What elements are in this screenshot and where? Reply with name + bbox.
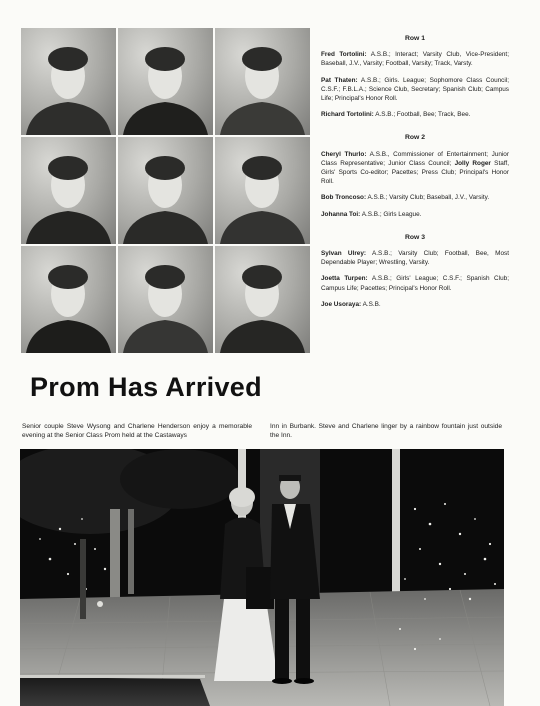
portrait-joe-usoraya bbox=[215, 246, 310, 353]
caption-entry bbox=[321, 50, 509, 68]
student-activities: A.S.B.; Interact; Varsity Club, Vice-President; Baseball, J.V., Varsity; Football, Varsity; Track, Varsty. bbox=[321, 51, 509, 68]
portrait-richard-tortolini bbox=[215, 28, 310, 135]
photo-caption-right: Inn in Burbank. Steve and Charlene linger by a rainbow fountain just outside the Inn. bbox=[270, 423, 502, 440]
portrait-silhouette bbox=[215, 137, 310, 244]
portrait-joetta-turpen bbox=[118, 246, 213, 353]
portrait-silhouette bbox=[215, 28, 310, 135]
row-1-captions bbox=[321, 34, 509, 119]
student-name: Pat Thaten: bbox=[321, 76, 358, 84]
student-name: Joetta Turpen: bbox=[321, 275, 368, 283]
caption-entry bbox=[321, 274, 509, 292]
portrait-silhouette bbox=[215, 246, 310, 353]
student-activities: A.S.B.; Girls' League; C.S.F.; Spanish Club; Campus Life; Pacettes; Principal's Honor Roll. bbox=[321, 275, 509, 292]
publication-name: Jolly Roger bbox=[454, 159, 491, 167]
student-activities: A.S.B.; Football, Bee; Track, Bee. bbox=[373, 111, 471, 119]
student-activities: A.S.B.; Girls League. bbox=[360, 210, 422, 218]
photo-caption-left: Senior couple Steve Wysong and Charlene Henderson enjoy a memorable evening at the Senior Class Prom held at the Castaways bbox=[22, 423, 252, 440]
caption-entry bbox=[321, 300, 509, 309]
student-activities: Staff, Girls' Sports Co-editor; Pacettes; Press Club; Principal's Honor Roll. bbox=[321, 159, 509, 186]
row-heading: Row 3 bbox=[404, 233, 426, 241]
prom-photo-illustration bbox=[20, 449, 504, 706]
student-name: Fred Tortolini: bbox=[321, 51, 367, 59]
portrait-fred-tortolini bbox=[21, 28, 116, 135]
portrait-pat-thaten bbox=[118, 28, 213, 135]
portrait-silhouette bbox=[21, 246, 116, 353]
student-name: Sylvan Ulrey: bbox=[321, 250, 367, 258]
student-activities: A.S.B. bbox=[361, 300, 381, 308]
student-name: Cheryl Thurlo: bbox=[321, 150, 367, 158]
student-name: Joe Usoraya: bbox=[321, 300, 362, 308]
student-name: Bob Troncoso: bbox=[321, 194, 367, 202]
portrait-silhouette bbox=[21, 137, 116, 244]
portrait-silhouette bbox=[118, 28, 213, 135]
portrait-silhouette bbox=[21, 28, 116, 135]
row-heading: Row 1 bbox=[404, 35, 426, 42]
student-name: Richard Tortolini: bbox=[321, 111, 374, 119]
caption-entry bbox=[321, 150, 509, 187]
student-activities: A.S.B.; Girls. League; Sophomore Class Council; C.S.F.; F.B.L.A.; Science Club, Secretary; Spanish Club; Campus Life; Principal's Honor Roll. bbox=[321, 76, 509, 103]
portrait-sylvan-ulrey bbox=[21, 246, 116, 353]
portrait-silhouette bbox=[118, 246, 213, 353]
portrait-bob-troncoso bbox=[118, 137, 213, 244]
student-activities: A.S.B., Commissioner of Entertainment; Junior Class Representative; Junior Class Council; bbox=[321, 150, 509, 167]
portrait-cheryl-thurlo bbox=[21, 137, 116, 244]
row-heading: Row 2 bbox=[404, 134, 426, 142]
caption-entry bbox=[321, 210, 509, 219]
row-2-captions bbox=[321, 133, 509, 218]
caption-entry bbox=[321, 76, 509, 104]
student-name: Johanna Toi: bbox=[321, 210, 361, 218]
portrait-johanna-toi bbox=[215, 137, 310, 244]
caption-entry bbox=[321, 249, 509, 267]
page-title: Prom Has Arrived bbox=[30, 372, 262, 402]
student-activities: A.S.B.; Varsity Club; Football, Bee, Most Dependable Player; Wrestling, Varsity. bbox=[321, 250, 509, 267]
row-3-captions bbox=[321, 233, 509, 309]
portrait-captions bbox=[321, 34, 509, 323]
caption-entry bbox=[321, 110, 509, 119]
prom-couple-photo bbox=[20, 449, 504, 706]
student-activities: A.S.B.; Varsity Club; Baseball, J.V., Varsity. bbox=[366, 194, 490, 202]
senior-portrait-grid bbox=[21, 28, 312, 354]
caption-entry bbox=[321, 193, 509, 202]
portrait-silhouette bbox=[118, 137, 213, 244]
